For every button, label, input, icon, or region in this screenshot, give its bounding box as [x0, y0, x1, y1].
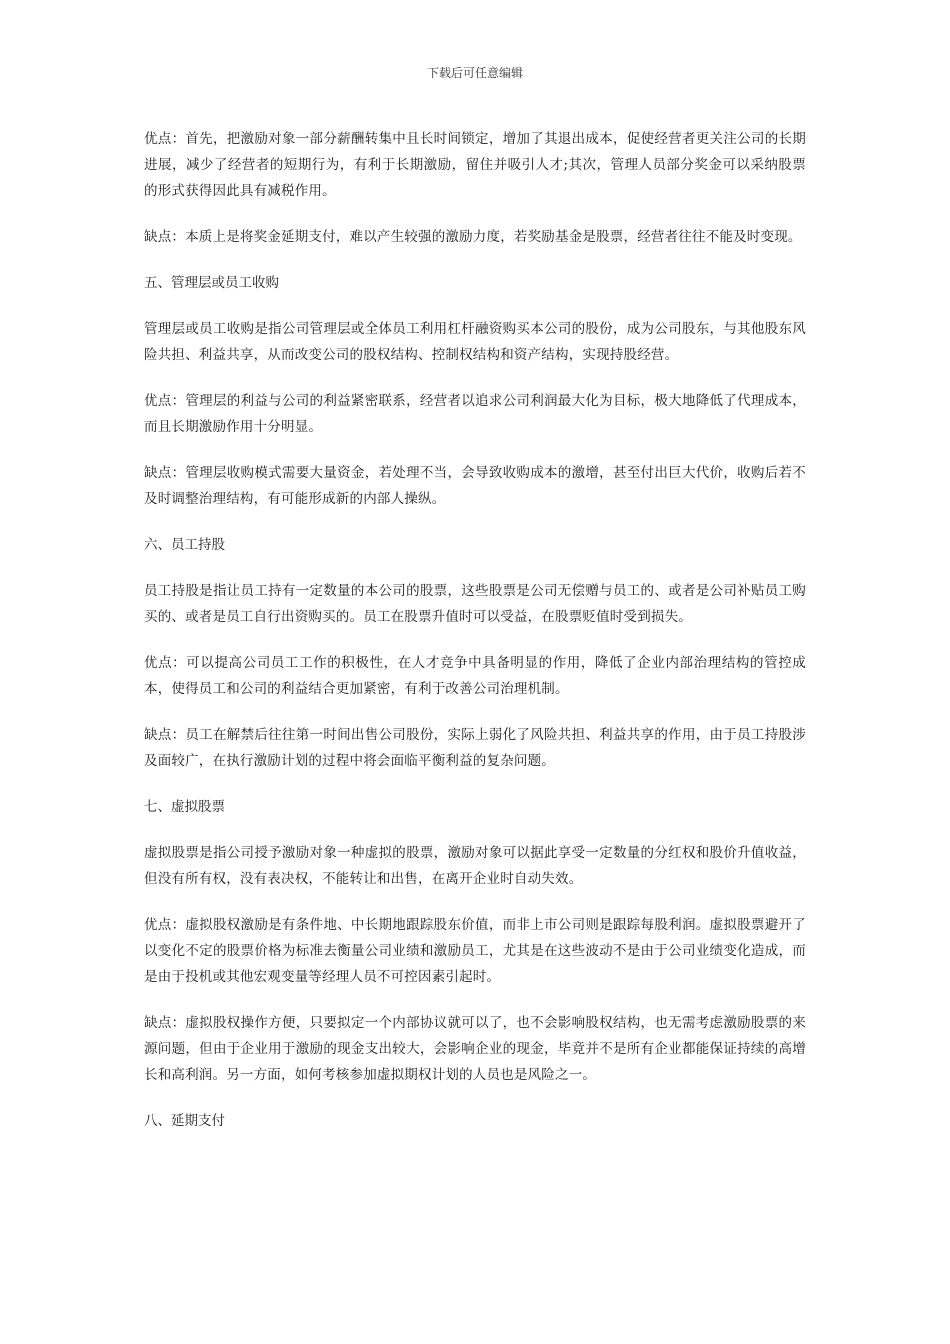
section-heading-8: 八、延期支付 — [144, 1113, 225, 1129]
paragraph-mbo-definition: 管理层或员工收购是指公司管理层或全体员工利用杠杆融资购买本公司的股份，成为公司股东，与其他股东风险共担、利益共享，从而改变公司的股权结构、控制权结构和资产结构，实现持股经营。 — [144, 321, 806, 363]
paragraph-virtual-stock-disadvantages: 缺点：虚拟股权操作方便，只要拟定一个内部协议就可以了，也不会影响股权结构，也无需考虑激励股票的来源问题，但由于企业用于激励的现金支出较大，会影响企业的现金，毕竟并不是所有企业都能保证持续的高增长和高利润。另一方面，如何考核参加虚拟期权计划的人员也是风险之一。 — [144, 1015, 806, 1083]
paragraph-virtual-stock-definition: 虚拟股票是指公司授予激励对象一种虚拟的股票，激励对象可以据此享受一定数量的分红权和股价升值收益，但没有所有权，没有表决权，不能转让和出售，在离开企业时自动失效。 — [144, 845, 806, 887]
paragraph-mbo-advantages: 优点：管理层的利益与公司的利益紧密联系，经营者以追求公司利润最大化为目标，极大地降低了代理成本，而且长期激励作用十分明显。 — [144, 393, 806, 435]
section-heading-5: 五、管理层或员工收购 — [144, 275, 279, 291]
section-heading-7: 七、虚拟股票 — [144, 799, 225, 815]
section-heading-6: 六、员工持股 — [144, 537, 225, 553]
paragraph-advantages-deferred: 优点：首先，把激励对象一部分薪酬转集中且长时间锁定，增加了其退出成本，促使经营者更关注公司的长期进展，减少了经营者的短期行为，有利于长期激励，留住并吸引人才;其次，管理人员部分奖金可以采纳股票的形式获得因此具有减税作用。 — [144, 131, 806, 199]
paragraph-esop-disadvantages: 缺点：员工在解禁后往往第一时间出售公司股份，实际上弱化了风险共担、利益共享的作用，由于员工持股涉及面较广，在执行激励计划的过程中将会面临平衡利益的复杂问题。 — [144, 727, 806, 769]
document-body — [144, 126, 806, 1154]
paragraph-mbo-disadvantages: 缺点：管理层收购模式需要大量资金，若处理不当，会导致收购成本的激增，甚至付出巨大代价，收购后若不及时调整治理结构，有可能形成新的内部人操纵。 — [144, 465, 806, 507]
paragraph-virtual-stock-advantages: 优点：虚拟股权激励是有条件地、中长期地跟踪股东价值，而非上市公司则是跟踪每股利润。虚拟股票避开了以变化不定的股票价格为标准去衡量公司业绩和激励员工，尤其是在这些波动不是由于公司业绩变化造成，而是由于投机或其他宏观变量等经理人员不可控因素引起时。 — [144, 917, 806, 985]
paragraph-disadvantages-deferred: 缺点：本质上是将奖金延期支付，难以产生较强的激励力度，若奖励基金是股票，经营者往往不能及时变现。 — [144, 229, 802, 245]
paragraph-esop-advantages: 优点：可以提高公司员工工作的积极性，在人才竞争中具备明显的作用，降低了企业内部治理结构的管控成本，使得员工和公司的利益结合更加紧密，有利于改善公司治理机制。 — [144, 655, 806, 697]
page-header: 下载后可任意编辑 — [426, 66, 523, 80]
paragraph-esop-definition: 员工持股是指让员工持有一定数量的本公司的股票，这些股票是公司无偿赠与员工的、或者是公司补贴员工购买的、或者是员工自行出资购买的。员工在股票升值时可以受益，在股票贬值时受到损失。 — [144, 583, 806, 625]
